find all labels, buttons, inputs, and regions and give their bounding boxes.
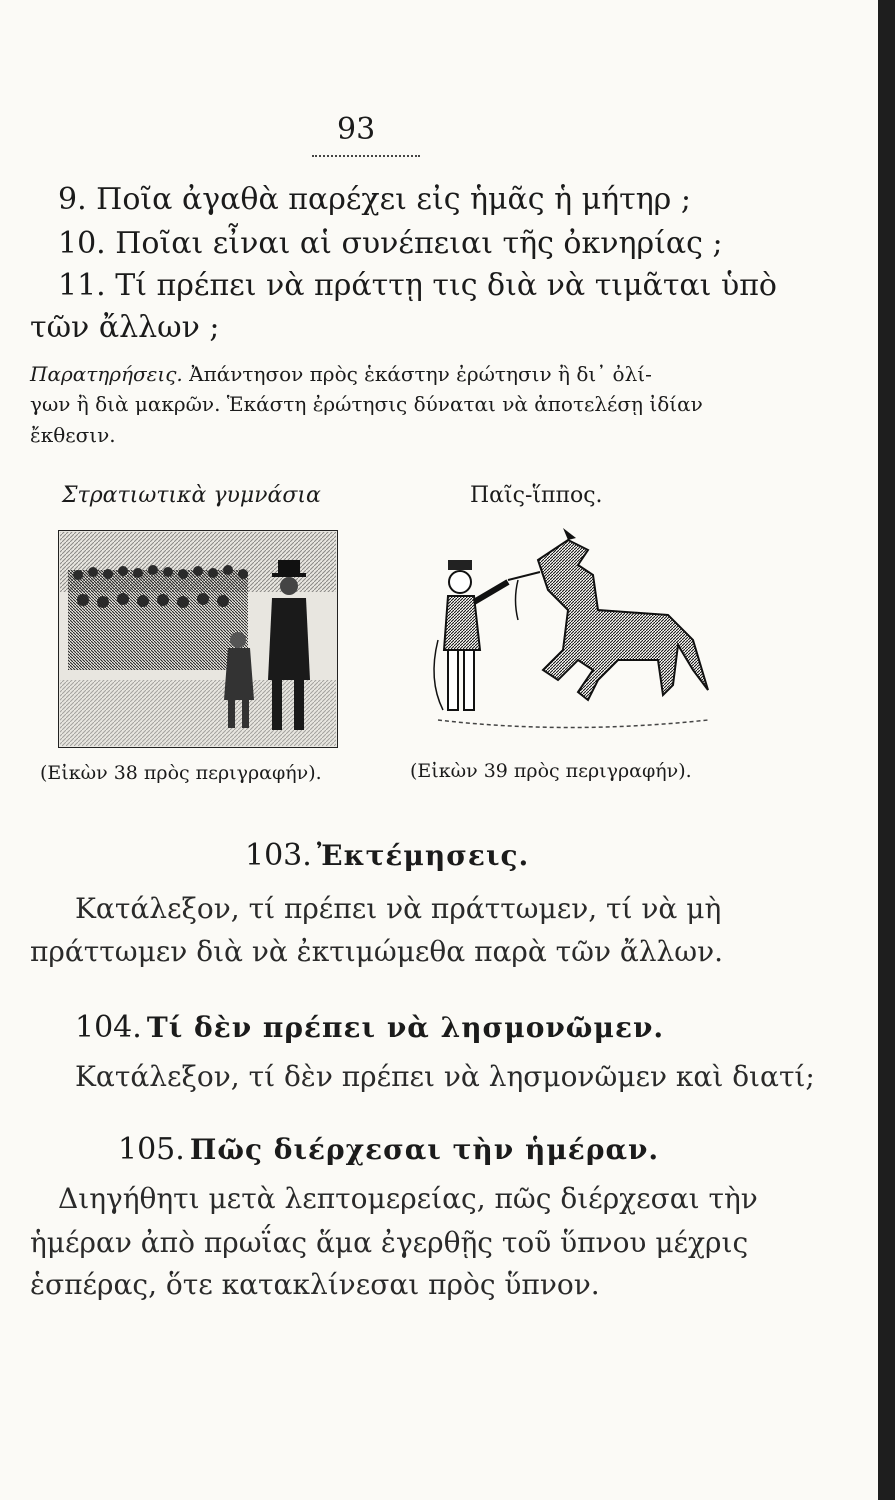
question-10: 10. Ποῖαι εἶναι αἱ συνέπειαι τῆς ὀκνηρίας ; [58, 226, 723, 261]
page-number-rule [312, 155, 420, 157]
section-105-heading [118, 1132, 659, 1167]
section-105-line-2: ἡμέραν ἀπὸ πρωΐας ἅμα ἐγερθῇς τοῦ ὕπνου μέχρις [30, 1226, 749, 1259]
section-103-line-1: Κατάλεξον, τί πρέπει νὰ πράττωμεν, τί νὰ μὴ [75, 892, 722, 925]
question-11: 11. Τί πρέπει νὰ πράττῃ τις διὰ νὰ τιμᾶται ὑπὸ [58, 268, 777, 303]
section-105-line-1: Διηγήθητι μετὰ λεπτομερείας, πῶς διέρχεσαι τὴν [58, 1182, 758, 1215]
section-104-heading [75, 1010, 664, 1045]
figure-38-caption: (Εἰκὼν 38 πρὸς περιγραφήν). [40, 762, 322, 784]
section-103-number: 103. [245, 838, 312, 873]
section-105-number: 105. [118, 1132, 185, 1167]
question-9: 9. Ποῖα ἀγαθὰ παρέχει εἰς ἡμᾶς ἡ μήτηρ ; [58, 182, 691, 217]
page-number: 93 [337, 112, 376, 147]
section-105-title: Πῶς διέρχεσαι τὴν ἡμέραν. [189, 1133, 660, 1166]
section-105-line-3: ἑσπέρας, ὅτε κατακλίνεσαι πρὸς ὕπνον. [30, 1268, 600, 1301]
section-104-number: 104. [75, 1010, 142, 1045]
section-103-title: Ἐκτέμησεις. [316, 839, 530, 872]
figure-39-caption: (Εἰκὼν 39 πρὸς περιγραφήν). [410, 760, 692, 782]
note-line-2: γων ἢ διὰ μακρῶν. Ἑκάστη ἐρώτησις δύναται νὰ ἀποτελέσῃ ἰδίαν [30, 392, 703, 416]
figure-38-title: Στρατιωτικὰ γυμνάσια [62, 483, 321, 508]
note-line-3: ἔκθεσιν. [30, 423, 116, 447]
section-104-line-1: Κατάλεξον, τί δὲν πρέπει νὰ λησμονῶμεν καὶ διατί; [75, 1060, 815, 1093]
boy-and-horse-engraving [418, 520, 718, 752]
military-drill-engraving [58, 530, 338, 748]
section-104-title: Τί δὲν πρέπει νὰ λησμονῶμεν. [146, 1011, 665, 1044]
note-line-1 [30, 362, 652, 386]
section-103-heading [245, 838, 529, 873]
note-label: Παρατηρήσεις. [30, 362, 183, 386]
section-103-line-2: πράττωμεν διὰ νὰ ἐκτιμώμεθα παρὰ τῶν ἄλλων. [30, 935, 724, 968]
figure-39-title: Παῖς-ἵππος. [470, 483, 603, 508]
question-11-continued: τῶν ἄλλων ; [30, 310, 220, 345]
note-text-1: Ἀπάντησον πρὸς ἑκάστην ἐρώτησιν ἢ δι᾿ ὀλί- [189, 362, 652, 386]
